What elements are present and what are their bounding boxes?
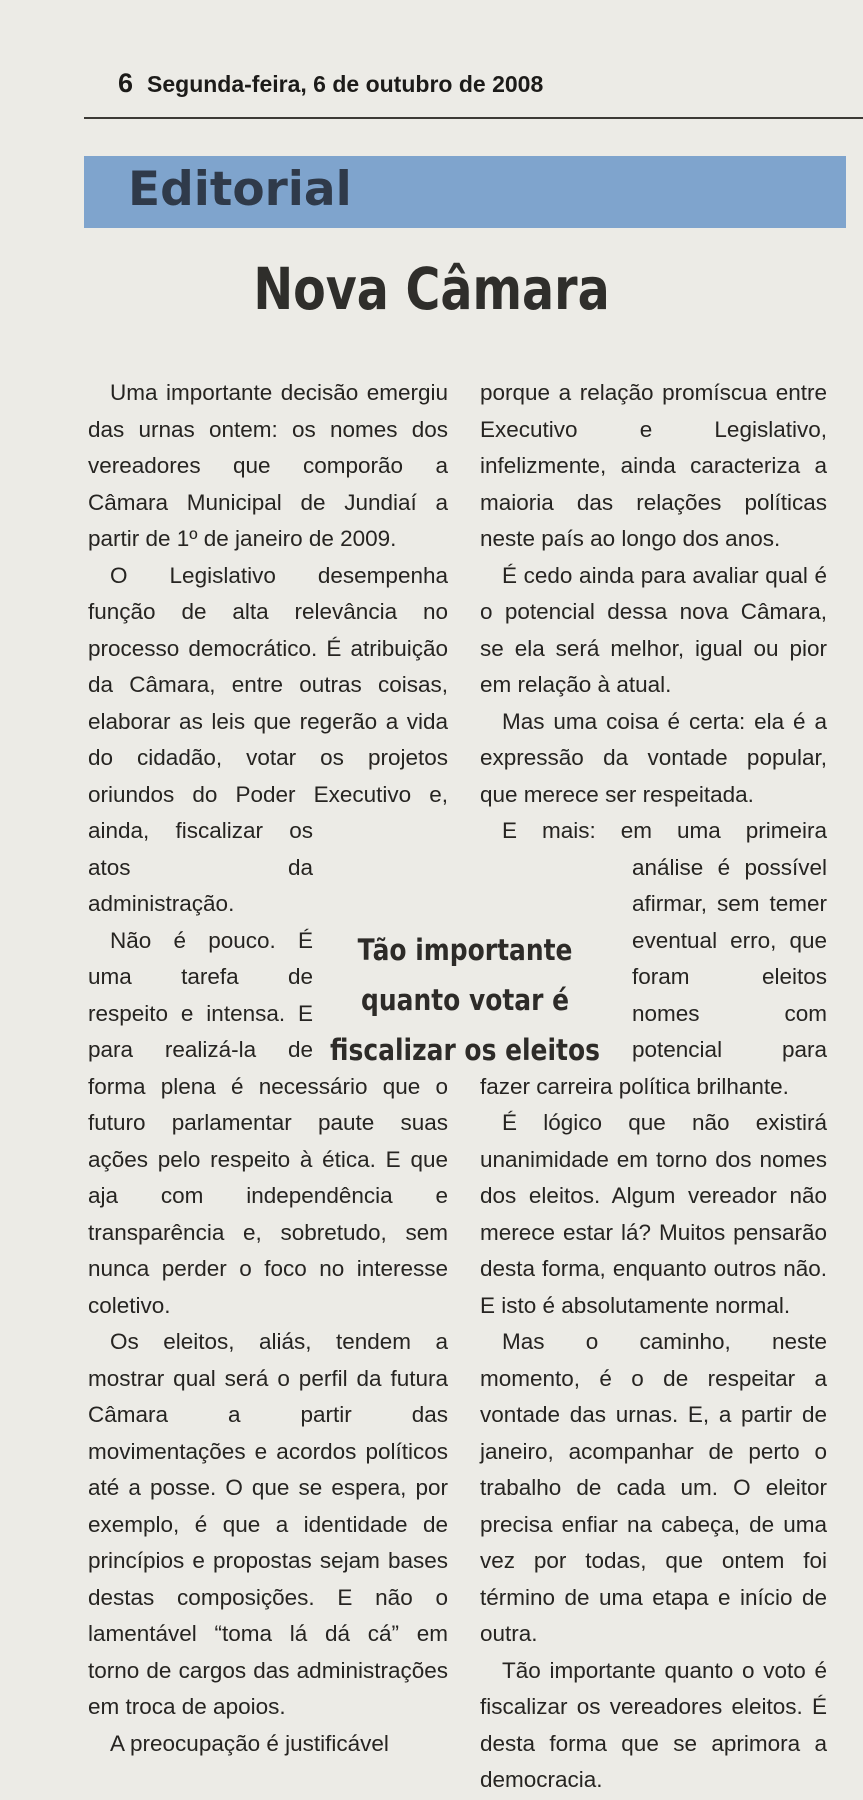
right-column	[480, 375, 827, 1799]
paragraph: Os eleitos, aliás, tendem a mostrar qual será o perfil da futura Câmara a partir das movimentações e acordos políticos até a posse. O que se espera, por exemplo, é que a identidade de princípios e propostas sejam bases destas composições. E não o lamentável “toma lá dá cá” em torno de cargos das administrações em troca de apoios.	[88, 1329, 448, 1719]
paragraph: A preocupação é justificável	[110, 1730, 389, 1756]
paragraph: E mais: em uma primeira análise é possível afirmar, sem temer eventual erro, que foram eleitos nomes com potencial para fazer carreira política brilhante.	[480, 818, 827, 1099]
pull-quote-line: fiscalizar os eleitos	[330, 1033, 600, 1067]
paragraph: porque a relação promíscua entre Executivo e Legislativo, infelizmente, ainda caracteriza a maioria das relações políticas neste país ao longo dos anos.	[480, 380, 827, 551]
pull-quote	[327, 925, 602, 1075]
publication-date: Segunda-feira, 6 de outubro de 2008	[147, 71, 544, 97]
paragraph: O Legislativo desempenha função de alta relevância no processo democrático. É atribuição da Câmara, entre outras coisas, elaborar as leis que regerão a vida do cidadão, votar os projetos oriundos do Poder Executivo e, ainda, fiscalizar os atos da administração.	[88, 562, 448, 916]
paragraph: É cedo ainda para avaliar qual é o potencial dessa nova Câmara, se ela será melhor, igual ou pior em relação à atual.	[480, 562, 827, 697]
section-label: Editorial	[128, 162, 352, 217]
paragraph: Mas uma coisa é certa: ela é a expressão da vontade popular, que merece ser respeitada.	[480, 708, 827, 807]
section-banner	[84, 156, 846, 228]
page-header	[118, 68, 543, 99]
paragraph: É lógico que não existirá unanimidade em torno dos nomes dos eleitos. Algum vereador não merece estar lá? Muitos pensarão desta forma, enquanto outros não. E isto é absolutamente normal.	[480, 1110, 827, 1318]
paragraph: Mas o caminho, neste momento, é o de respeitar a vontade das urnas. E, a partir de janeiro, acompanhar de perto o trabalho de cada um. O eleitor precisa enfiar na cabeça, de uma vez por todas, que ontem foi término de uma etapa e início de outra.	[480, 1329, 827, 1646]
paragraph: Tão importante quanto o voto é fiscalizar os vereadores eleitos. É desta forma que se aprimora a democracia.	[480, 1657, 827, 1792]
pull-quote-line: Tão importante	[357, 933, 573, 967]
page-number: 6	[118, 68, 134, 98]
paragraph: Uma importante decisão emergiu das urnas ontem: os nomes dos vereadores que comporão a Câmara Municipal de Jundiaí a partir de 1º de janeiro de 2009.	[88, 380, 448, 551]
article-title: Nova Câmara	[253, 255, 610, 323]
pull-quote-line: quanto votar é	[361, 983, 569, 1017]
header-rule	[84, 117, 863, 119]
paragraph: Não é pouco. É uma tarefa de respeito e intensa. E para realizá-la de forma plena é necessário que o futuro parlamentar paute suas ações pelo respeito à ética. E que aja com independência e transparência e, sobretudo, sem nunca perder o foco no interesse coletivo.	[88, 927, 448, 1318]
